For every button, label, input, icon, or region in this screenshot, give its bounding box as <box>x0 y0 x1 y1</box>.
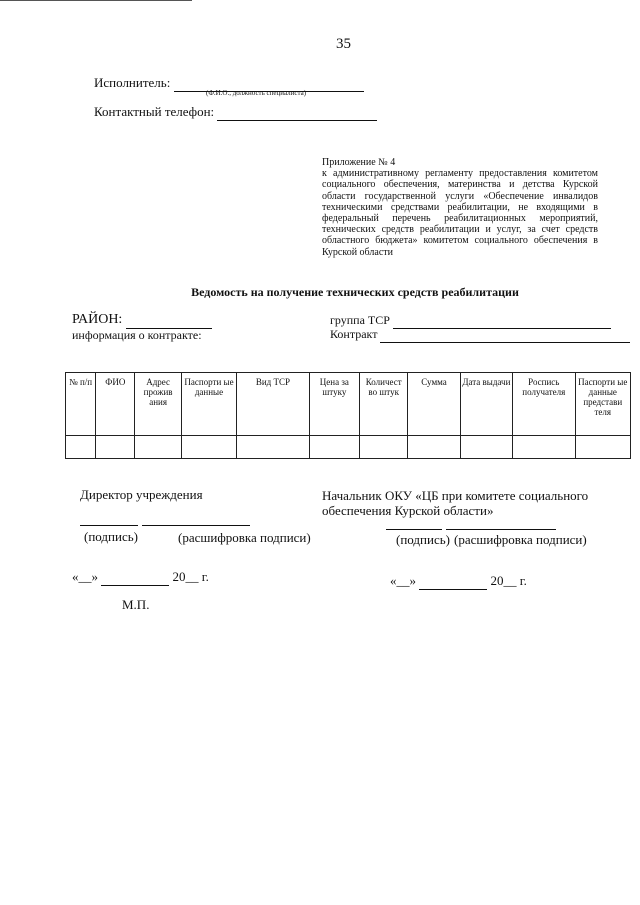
col-passport: Паспорти ые данные <box>181 373 236 436</box>
right-date-row <box>390 573 527 590</box>
col-number: № п/п <box>66 373 96 436</box>
right-signatory-title-line2: обеспечения Курской области» <box>322 503 494 518</box>
right-signatory-title-line1: Начальник ОКУ «ЦБ при комитете социального <box>322 488 589 503</box>
left-date-day: «__» <box>72 569 98 584</box>
table-cell[interactable] <box>135 436 181 459</box>
table-cell[interactable] <box>181 436 236 459</box>
table-header-row <box>66 373 631 436</box>
right-date-year: 20__ г. <box>490 573 527 588</box>
left-signature-line[interactable] <box>80 525 138 526</box>
contract-label: Контракт <box>330 327 378 341</box>
right-decode-caption: (расшифровка подписи) <box>454 532 587 547</box>
col-fio: ФИО <box>96 373 135 436</box>
right-signature-caption: (подпись) <box>396 532 450 547</box>
right-decode-line[interactable] <box>446 529 556 530</box>
col-quantity: Количест во штук <box>360 373 408 436</box>
col-representative-passport: Паспорти ые данные представи теля <box>575 373 631 436</box>
issuance-table <box>65 372 631 459</box>
contract-blank[interactable] <box>380 327 630 343</box>
left-signatory-title: Директор учреждения <box>80 487 203 502</box>
table-cell[interactable] <box>237 436 310 459</box>
col-recipient-signature: Роспись получателя <box>513 373 575 436</box>
col-tsr-type: Вид ТСР <box>237 373 310 436</box>
table-cell[interactable] <box>360 436 408 459</box>
col-address: Адрес прожив ания <box>135 373 181 436</box>
table-cell[interactable] <box>66 436 96 459</box>
col-price: Цена за штуку <box>309 373 359 436</box>
left-decode-line[interactable] <box>142 525 250 526</box>
document-heading: Ведомость на получение технических средств реабилитации <box>191 285 519 299</box>
table-cell[interactable] <box>408 436 460 459</box>
right-date-month-blank[interactable] <box>419 573 487 590</box>
col-sum: Сумма <box>408 373 460 436</box>
table-cell[interactable] <box>309 436 359 459</box>
right-date-day: «__» <box>390 573 416 588</box>
district-label: РАЙОН: <box>72 312 123 327</box>
page-number: 35 <box>336 36 351 52</box>
contact-row <box>94 104 377 121</box>
tsr-group-label: группа ТСР <box>330 313 390 327</box>
table-cell[interactable] <box>513 436 575 459</box>
col-issue-date: Дата выдачи <box>460 373 512 436</box>
left-date-row <box>72 569 209 586</box>
contact-label: Контактный телефон: <box>94 104 215 119</box>
top-rule <box>0 0 192 1</box>
appendix-block <box>322 157 598 258</box>
stamp-label: М.П. <box>122 597 150 612</box>
contract-row <box>330 327 630 343</box>
appendix-body: к административному регламенту предоставления комитетом социального обеспечения, материнства и детства Курской области государственной услуги «Обеспечение инвалидов техническими средствами реабилитации, не входящими в федеральный перечень реабилитационных мероприятий, технических средств реабилитации и услуг, за счет средств областного бюджета» комитетом социального обеспечения в Курской области <box>322 168 598 258</box>
left-date-year: 20__ г. <box>172 569 209 584</box>
right-signature-line[interactable] <box>386 529 442 530</box>
appendix-title: Приложение № 4 <box>322 157 396 168</box>
district-row <box>72 312 212 329</box>
left-signature-caption: (подпись) <box>84 529 138 544</box>
left-decode-caption: (расшифровка подписи) <box>178 530 311 545</box>
executor-hint: (Ф.И.О., должность специалиста) <box>206 89 307 97</box>
district-blank[interactable] <box>126 312 212 329</box>
table-row <box>66 436 631 459</box>
table-cell[interactable] <box>96 436 135 459</box>
table-cell[interactable] <box>460 436 512 459</box>
executor-label: Исполнитель: <box>94 75 171 90</box>
contact-blank[interactable] <box>217 104 377 121</box>
table-cell[interactable] <box>575 436 631 459</box>
left-date-month-blank[interactable] <box>101 569 169 586</box>
contract-info-label: информация о контракте: <box>72 328 202 342</box>
